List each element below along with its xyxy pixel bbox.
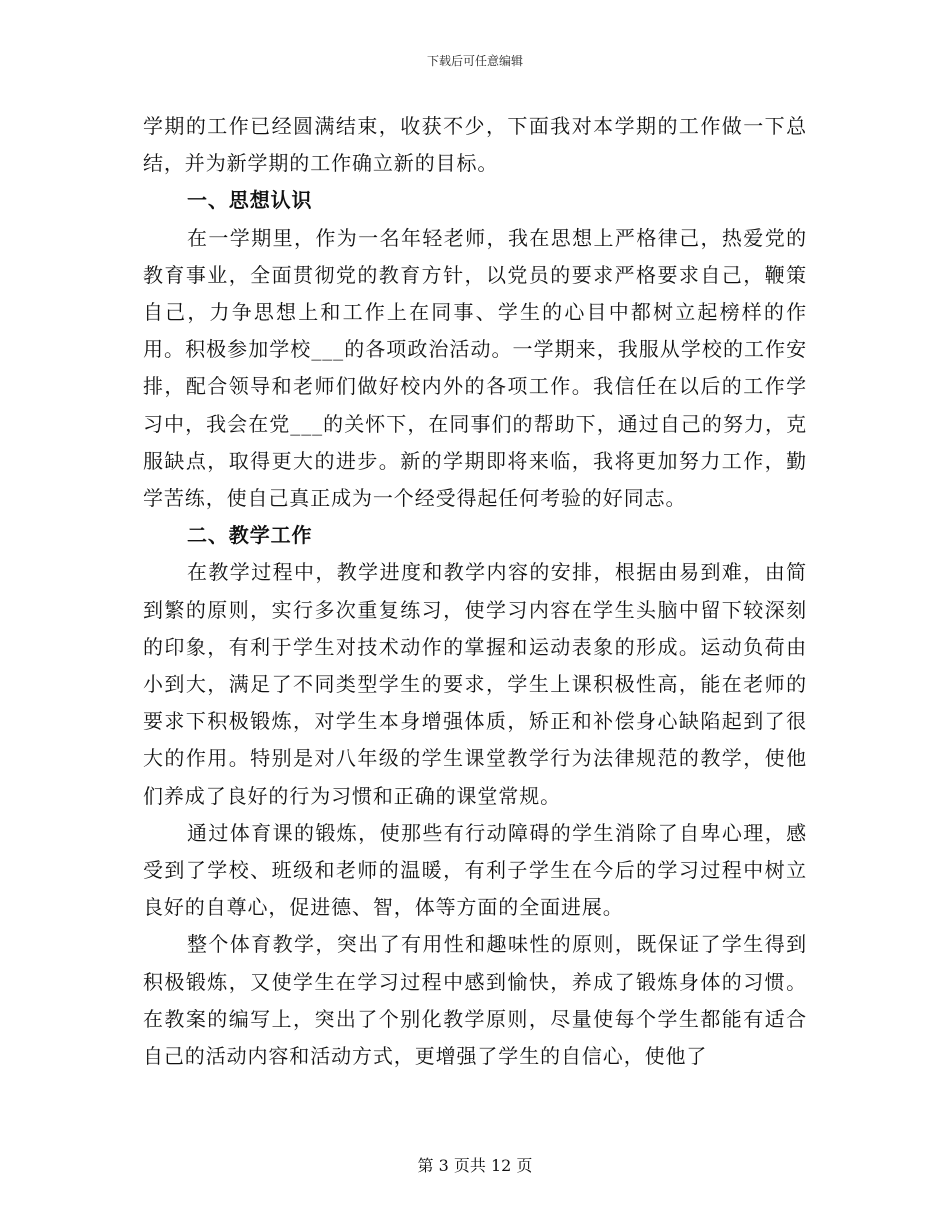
page-header: 下载后可任意编辑: [426, 54, 523, 68]
section-heading-ideology: 一、思想认识: [187, 188, 313, 213]
page-number-footer: 第 3 页共 12 页: [417, 1156, 533, 1175]
document-body: [143, 108, 807, 1075]
teaching-paragraph-3: 整个体育教学，突出了有用性和趣味性的原则，既保证了学生得到积极锻炼，又使学生在学习过程中感到愉快，养成了锻炼身体的习惯。在教案的编写上，突出了个别化教学原则，尽量使每个学生都能有适合自己的活动内容和活动方式，更增强了学生的自信心，使他了: [143, 932, 807, 1069]
section-heading-teaching: 二、教学工作: [187, 523, 313, 548]
ideology-paragraph: 在一学期里，作为一名年轻老师，我在思想上严格律己，热爱党的教育事业，全面贯彻党的教育方针，以党员的要求严格要求自己，鞭策自己，力争思想上和工作上在同事、学生的心目中都树立起榜样的作用。积极参加学校___的各项政治活动。一学期来，我服从学校的工作安排，配合领导和老师们做好校内外的各项工作。我信任在以后的工作学习中，我会在党___的关怀下，在同事们的帮助下，通过自己的努力，克服缺点，取得更大的进步。新的学期即将来临，我将更加努力工作，勤学苦练，使自己真正成为一个经受得起任何考验的好同志。: [143, 225, 807, 511]
intro-paragraph: 学期的工作已经圆满结束，收获不少，下面我对本学期的工作做一下总结，并为新学期的工作确立新的目标。: [143, 114, 807, 176]
teaching-paragraph-1: 在教学过程中，教学进度和教学内容的安排，根据由易到难，由简到繁的原则，实行多次重复练习，使学习内容在学生头脑中留下较深刻的印象，有利于学生对技术动作的掌握和运动表象的形成。运动负荷由小到大，满足了不同类型学生的要求，学生上课积极性高，能在老师的要求下积极锻炼，对学生本身增强体质，矫正和补偿身心缺陷起到了很大的作用。特别是对八年级的学生课堂教学行为法律规范的教学，使他们养成了良好的行为习惯和正确的课堂常规。: [143, 560, 807, 808]
teaching-paragraph-2: 通过体育课的锻炼，使那些有行动障碍的学生消除了自卑心理，感受到了学校、班级和老师的温暖，有利子学生在今后的学习过程中树立良好的自尊心，促进德、智，体等方面的全面进展。: [143, 820, 807, 920]
